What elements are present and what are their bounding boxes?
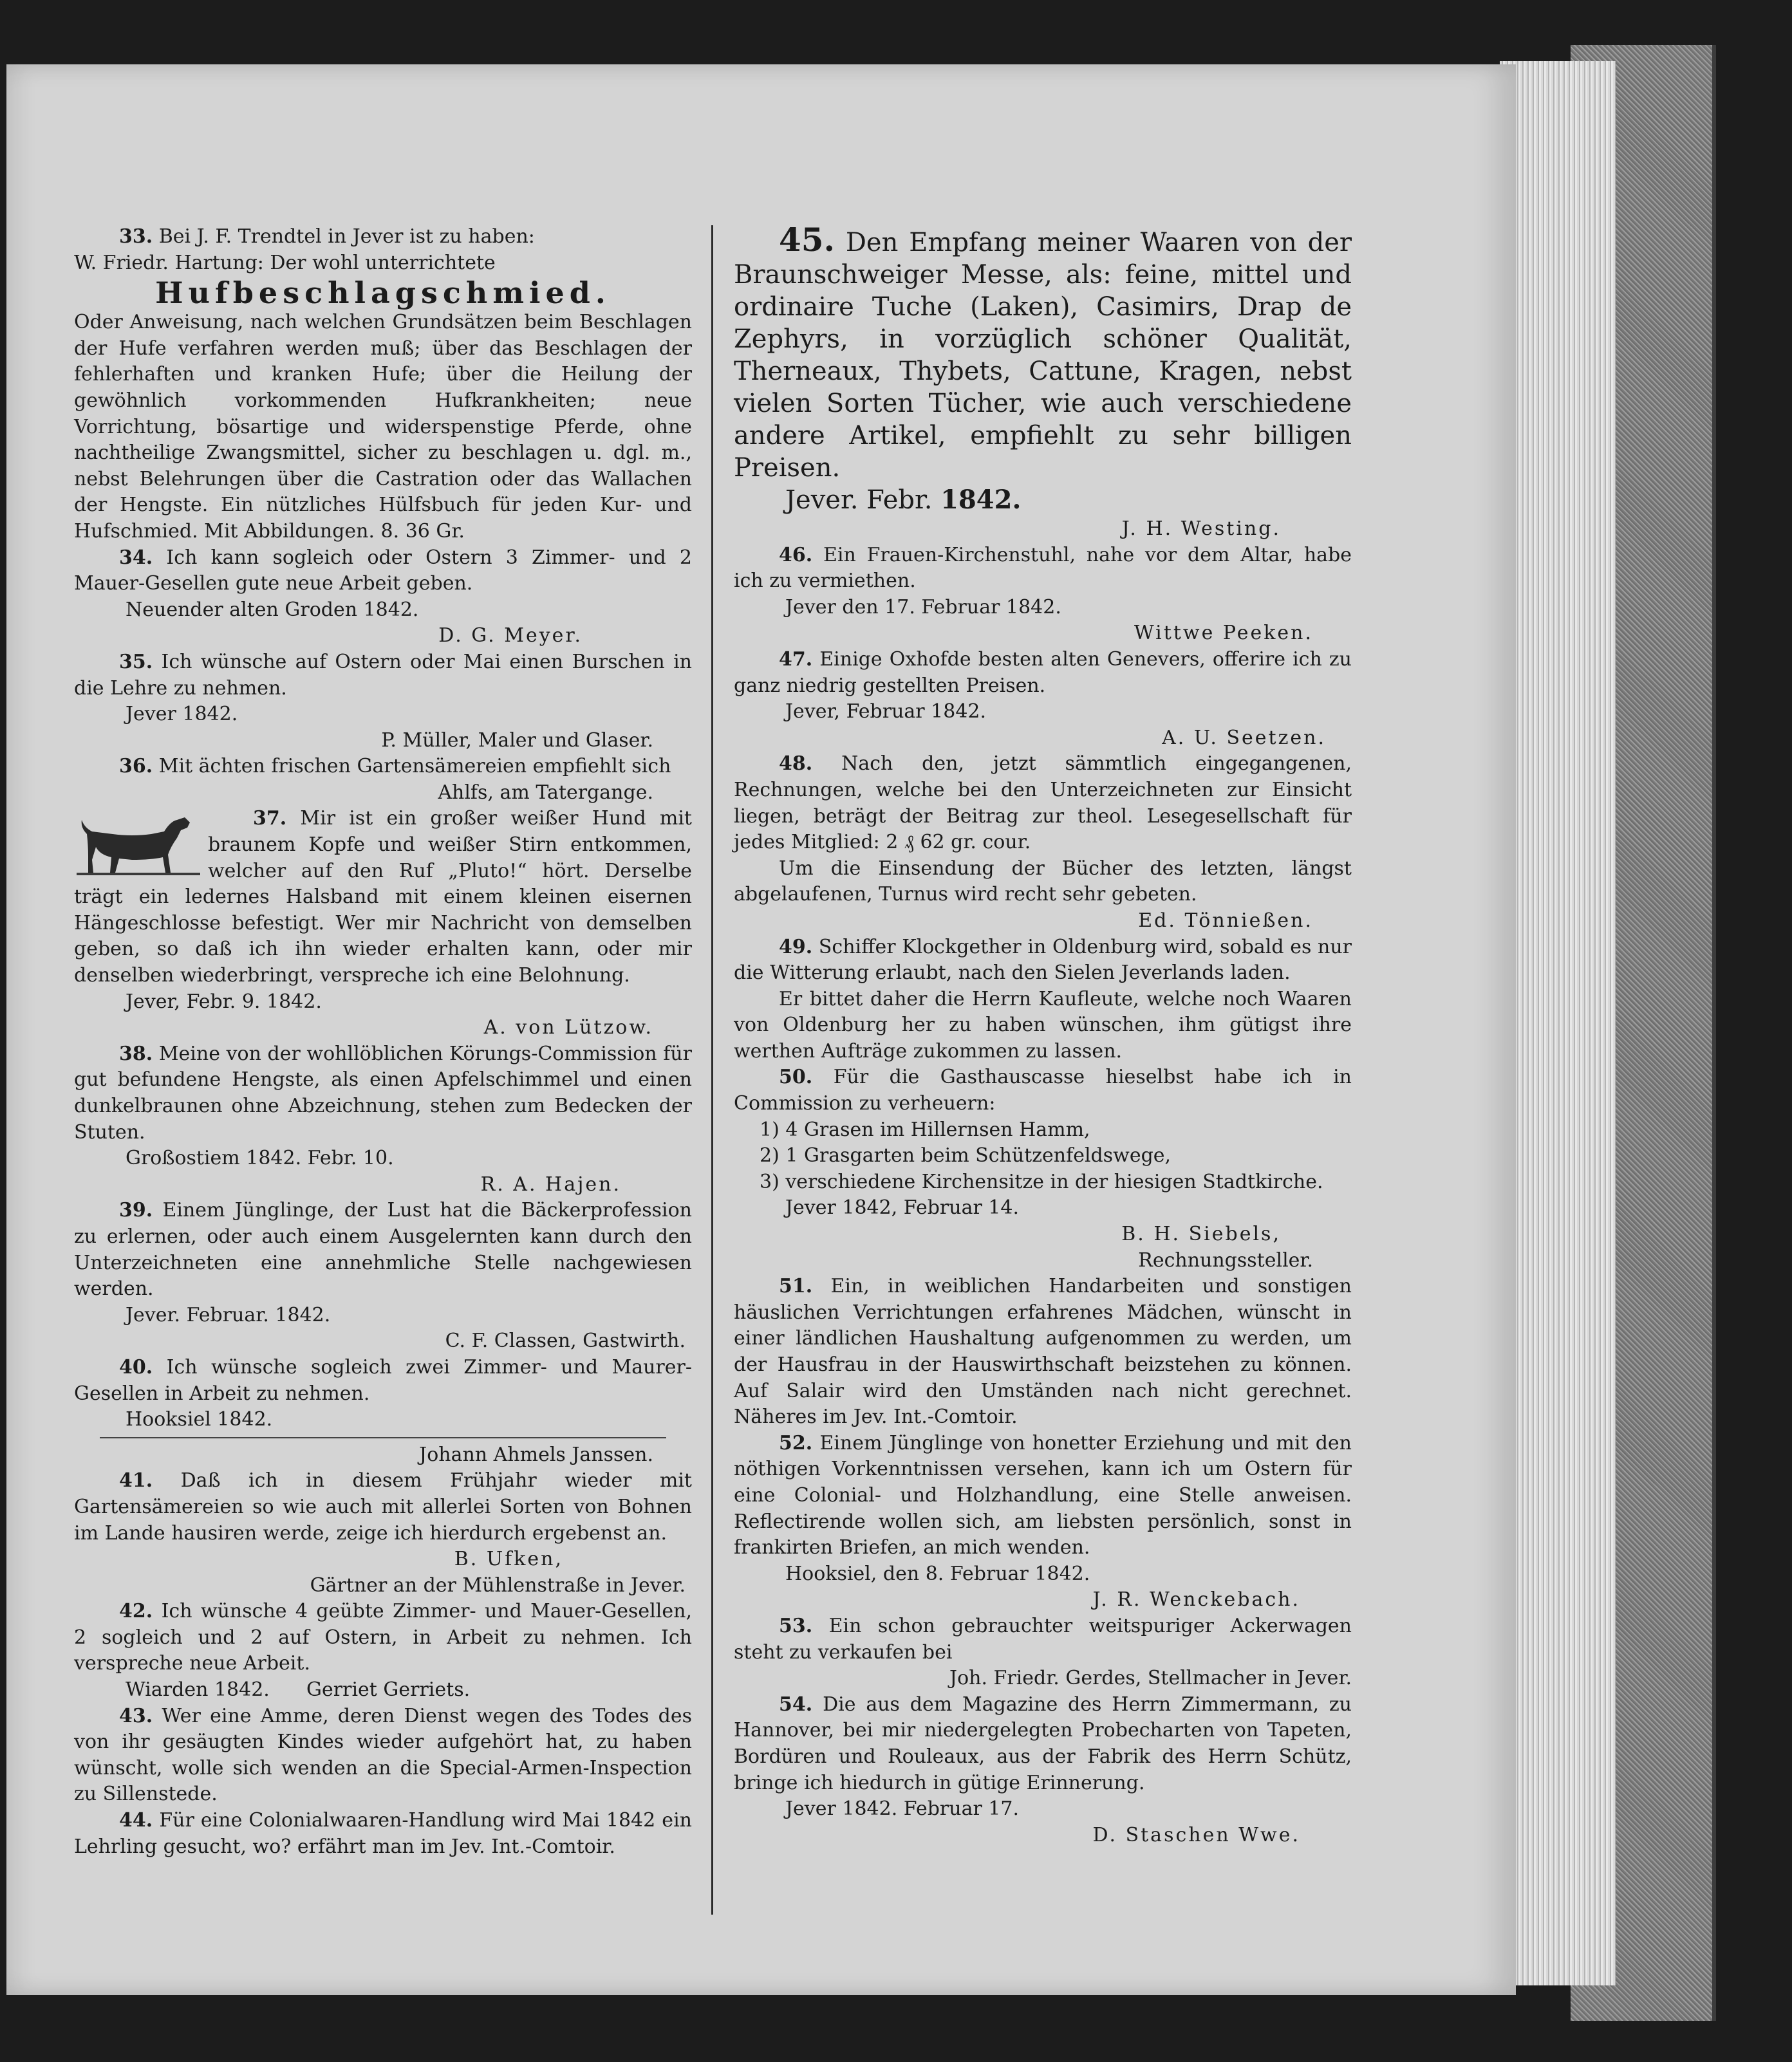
ad-54-signature: D. Staschen Wwe. — [1092, 1823, 1300, 1846]
ad-47-signature: A. U. Seetzen. — [1162, 726, 1326, 749]
ad-36: 36. Mit ächten frischen Gartensämereien empfiehlt sich — [119, 755, 671, 778]
ad-33-title: Hufbeschlagschmied. — [155, 275, 611, 311]
scanned-page — [6, 64, 1516, 1995]
dog-woodcut-icon — [74, 808, 203, 879]
ad-50-item-2: 2) 1 Grasgarten beim Schützenfeldswege, — [760, 1144, 1171, 1167]
ad-40-signature: Johann Ahmels Janssen. — [419, 1443, 653, 1466]
ad-35-signature: P. Müller, Maler und Glaser. — [381, 729, 653, 752]
ad-42-place: Wiarden 1842. Gerriet Gerriets. — [126, 1678, 471, 1702]
right-column — [734, 221, 1352, 1848]
ad-51: 51. Ein, in weiblichen Handarbeiten und sonstigen häuslichen Verrichtungen erfahrenes Mädchen, wünscht in einer ländlichen Haushaltung aufgenommen zu werden, um der Hausfrau in der Hauswirthschaft beizstehen zu können. Auf Salair wird den Umständen nach nicht gerechnet. Näheres im Jev. Int.-Comtoir. — [734, 1275, 1352, 1429]
ad-50-place: Jever 1842, Februar 14. — [785, 1196, 1020, 1220]
ad-37 — [74, 806, 692, 989]
ad-50-item-1: 1) 4 Grasen im Hillernsen Hamm, — [760, 1118, 1090, 1141]
ad-33-body: Oder Anweisung, nach welchen Grundsätzen beim Beschlagen der Hufe verfahren werden muß; über das Beschlagen der fehlerhaften und kranken Hufe; über die Heilung der gewöhnlich vorkommenden Hufkrankheiten; neue Vorrichtung, bösartige und widerspenstige Pferde, ohne nachtheilige Zwangsmittel, sicher zu beschlagen u. dgl. m., nebst Belehrungen über die Castration oder das Wallachen der Hengste. Ein nützliches Hülfsbuch für jeden Kur- und Hufschmied. Mit Abbildungen. 8. 36 Gr. — [74, 311, 692, 543]
ad-48: 48. Nach den, jetzt sämmtlich eingegangenen, Rechnungen, welche bei den Unterzeichneten zur Einsicht liegen, beträgt der Beitrag zur theol. Lesegesellschaft für jedes Mitglied: 2 ₰ 62 gr. cour. — [734, 752, 1352, 854]
ad-34: 34. Ich kann sogleich oder Ostern 3 Zimmer- und 2 Mauer-Gesellen gute neue Arbeit geben. — [74, 546, 692, 595]
ad-44: 44. Für eine Colonialwaaren-Handlung wird Mai 1842 ein Lehrling gesucht, wo? erfährt man im Jev. Int.-Comtoir. — [74, 1809, 692, 1858]
ad-38-place: Großostiem 1842. Febr. 10. — [126, 1147, 394, 1170]
ad-46-place: Jever den 17. Februar 1842. — [785, 595, 1061, 618]
ad-47-place: Jever, Februar 1842. — [785, 700, 987, 723]
ad-43: 43. Wer eine Amme, deren Dienst wegen des Todes des von ihr gesäugten Kindes wieder aufgehört hat, zu haben wünscht, wolle sich wenden an die Special-Armen-Inspection zu Sillenstede. — [74, 1704, 692, 1806]
ad-53: 53. Ein schon gebrauchter weitspuriger Ackerwagen steht zu verkaufen bei — [734, 1614, 1352, 1664]
ad-33: 33. Bei J. F. Trendtel in Jever ist zu haben: — [119, 225, 535, 248]
ad-41-signature: B. Ufken, — [454, 1548, 563, 1571]
ad-42: 42. Ich wünsche 4 geübte Zimmer- und Mauer-Gesellen, 2 sogleich und 2 auf Ostern, in Arbeit zu nehmen. Ich verspreche neue Arbeit. — [74, 1600, 692, 1675]
ad-34-signature: D. G. Meyer. — [438, 624, 583, 647]
ad-40-place: Hooksiel 1842. — [126, 1408, 273, 1431]
ad-50-item-3: 3) verschiedene Kirchensitze in der hiesigen Stadtkirche. — [760, 1170, 1323, 1193]
ad-39-signature: C. F. Classen, Gastwirth. — [445, 1330, 686, 1353]
column-divider — [711, 225, 713, 1915]
ad-38-signature: R. A. Hajen. — [480, 1173, 621, 1196]
ad-39-place: Jever. Februar. 1842. — [126, 1303, 331, 1326]
ad-46-signature: Wittwe Peeken. — [1134, 622, 1313, 645]
ad-41: 41. Daß ich in diesem Frühjahr wieder mit Gartensämereien so wie auch mit allerlei Sorten von Bohnen im Lande hausiren werde, zeige ich hierdurch ergebenst an. — [74, 1469, 692, 1545]
ad-45: 45. Den Empfang meiner Waaren von der Braunschweiger Messe, als: feine, mittel und ordinaire Tuche (Laken), Casimirs, Drap de Zephyrs, in vorzüglich schöner Qualität, Therneaux, Thybets, Cattune, Kragen, nebst vielen Sorten Tücher, wie auch verschiedene andere Artikel, empfiehlt zu sehr billigen Preisen. — [734, 221, 1352, 483]
ad-40: 40. Ich wünsche sogleich zwei Zimmer- und Maurer-Gesellen in Arbeit zu nehmen. — [74, 1355, 692, 1405]
ad-52-signature: J. R. Wenckebach. — [1092, 1588, 1300, 1612]
ad-37-place: Jever, Febr. 9. 1842. — [126, 990, 322, 1013]
divider-rule — [100, 1437, 666, 1438]
ad-33-line2: W. Friedr. Hartung: Der wohl unterrichtete — [74, 251, 496, 274]
ad-50: 50. Für die Gasthauscasse hieselbst habe ich in Commission zu verheuern: — [734, 1066, 1352, 1115]
ad-36-signature: Ahlfs, am Tatergange. — [438, 781, 653, 804]
ad-39: 39. Einem Jünglinge, der Lust hat die Bäckerprofession zu erlernen, oder auch einem Ausgelernten kann durch den Unterzeichneten eine annehmliche Stelle nachgewiesen werden. — [74, 1199, 692, 1301]
ad-38: 38. Meine von der wohllöblichen Körungs-Commission für gut befundene Hengste, als einen Apfelschimmel und einen dunkelbraunen ohne Abzeichnung, stehen zum Bedecken der Stuten. — [74, 1042, 692, 1144]
ad-41-signature-line2: Gärtner an der Mühlenstraße in Jever. — [310, 1574, 686, 1597]
ad-37-body: 37. Mir ist ein großer weißer Hund mit braunem Kopfe und weißer Stirn entkommen, welcher auf den Ruf „Pluto!“ hört. Derselbe trägt ein ledernes Halsband mit einem kleinen eisernen Hängeschlosse befestigt. Wer mir Nachricht von demselben geben, so daß ich ihn wieder erhalten kann, oder mir denselben wiederbringt, verspreche ich eine Belohnung. — [74, 807, 692, 987]
ad-52-place: Hooksiel, den 8. Februar 1842. — [785, 1562, 1090, 1585]
left-column — [74, 224, 692, 1860]
ad-49: 49. Schiffer Klockgether in Oldenburg wird, sobald es nur die Witterung erlaubt, nach den Sielen Jeverlands laden. — [734, 935, 1352, 985]
ad-45-signature: J. H. Westing. — [1121, 517, 1281, 540]
ad-54: 54. Die aus dem Magazine des Herrn Zimmermann, zu Hannover, bei mir niedergelegten Probecharten von Tapeten, Bordüren und Rouleaux, aus der Fabrik des Herrn Schütz, bringe ich hiedurch in gütige Erinnerung. — [734, 1693, 1352, 1794]
ad-54-place: Jever 1842. Februar 17. — [785, 1797, 1020, 1821]
ad-45-place: Jever. Febr. 1842. — [785, 485, 1022, 515]
ad-50-signature-line2: Rechnungssteller. — [1138, 1249, 1313, 1272]
ad-50-signature: B. H. Siebels, — [1121, 1223, 1281, 1246]
page-edges — [1500, 61, 1616, 1985]
ad-47: 47. Einige Oxhofde besten alten Genevers, offerire ich zu ganz niedrig gestellten Preisen. — [734, 647, 1352, 697]
ad-42-signature: Gerriet Gerriets. — [306, 1678, 471, 1702]
ad-35: 35. Ich wünsche auf Ostern oder Mai einen Burschen in die Lehre zu nehmen. — [74, 650, 692, 700]
ad-46: 46. Ein Frauen-Kirchenstuhl, nahe vor dem Altar, habe ich zu vermiethen. — [734, 543, 1352, 593]
ad-34-place: Neuender alten Groden 1842. — [126, 598, 419, 621]
ad-48-body2: Um die Einsendung der Bücher des letzten, längst abgelaufenen, Turnus wird recht sehr gebeten. — [734, 857, 1352, 906]
ad-48-signature: Ed. Tönnießen. — [1138, 909, 1313, 932]
ad-49-body2: Er bittet daher die Herrn Kaufleute, welche noch Waaren von Oldenburg her zu haben wünschen, ihm gütigst ihre werthen Aufträge zukommen zu lassen. — [734, 987, 1352, 1063]
ad-53-signature: Joh. Friedr. Gerdes, Stellmacher in Jever. — [949, 1667, 1352, 1690]
ad-52: 52. Einem Jünglinge von honetter Erziehung und mit den nöthigen Vorkenntnissen versehen, kann ich um Ostern für eine Colonial- und Holzhandlung, eine Stelle anweisen. Reflectirende wollen sich, am liebsten persönlich, sonst in frankirten Briefen, an mich wenden. — [734, 1431, 1352, 1559]
ad-35-place: Jever 1842. — [126, 703, 238, 726]
ad-37-signature: A. von Lützow. — [483, 1016, 653, 1039]
